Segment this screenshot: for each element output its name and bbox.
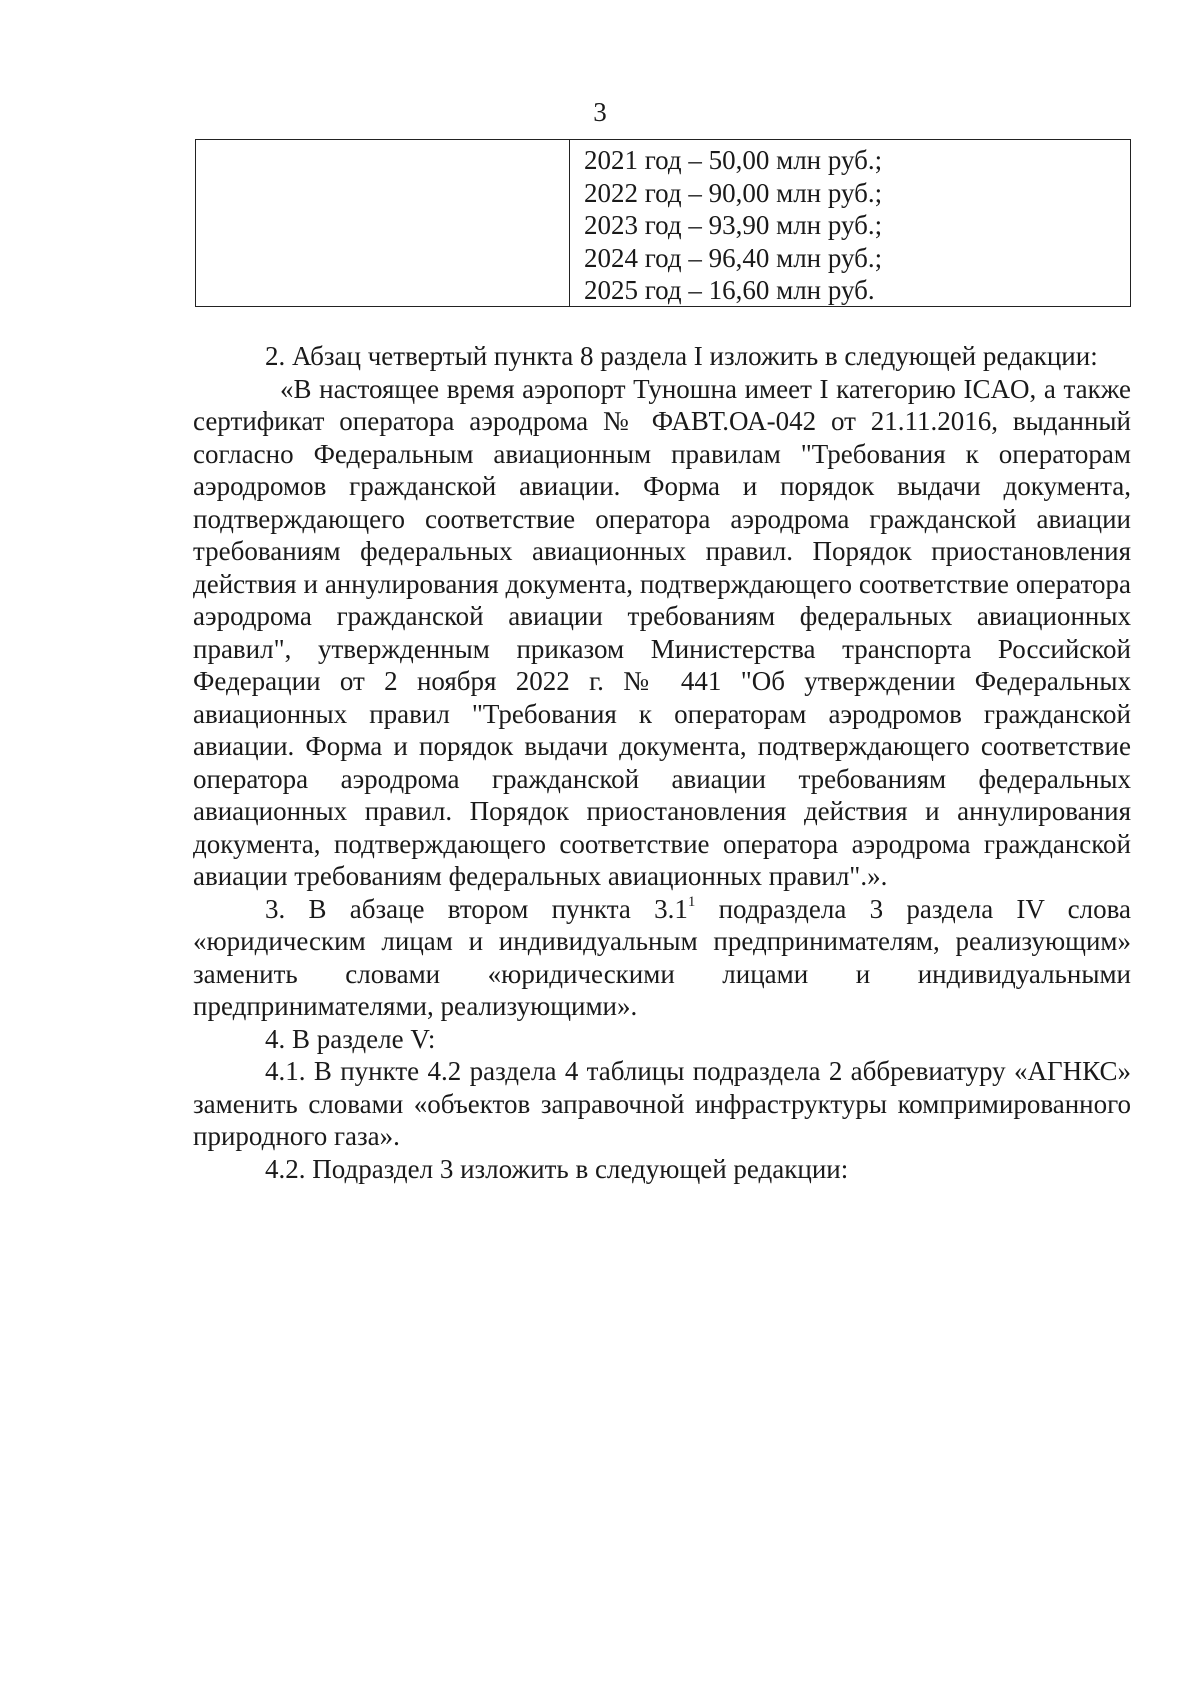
table-row: 2024 год – 96,40 млн руб.; xyxy=(584,242,883,273)
table-row: 2022 год – 90,00 млн руб.; xyxy=(584,177,883,208)
document-body xyxy=(193,340,1131,1185)
paragraph-3-end: подраздела 3 раздела IV слова «юридическим лицам и индивидуальным предпринимателям, реализующим» заменить словами «юридическими лицами и индивидуальными предпринимателями, реализующими». xyxy=(193,893,1131,1021)
paragraph-3 xyxy=(193,893,1131,1023)
table-row: 2021 год – 50,00 млн руб.; xyxy=(584,145,883,175)
paragraph-2-quote: «В настоящее время аэропорт Туношна имеет I категорию ICAO, а также сертификат оператора аэродрома № ФАВТ.ОА-042 от 21.11.2016, выданный согласно Федеральным авиационным правилам "Требования к операторам аэродромов гражданской авиации. Форма и порядок выдачи документа, подтверждающего соответствие оператора аэродрома гражданской авиации требованиям федеральных авиационных правил. Порядок приостановления действия и аннулирования документа, подтверждающего соответствие оператора аэродрома гражданской авиации требованиям федеральных авиационных правил", утвержденным приказом Министерства транспорта Российской Федерации от 2 ноября 2022 г. № 441 "Об утверждении Федеральных авиационных правил "Требования к операторам аэродромов гражданской авиации. Форма и порядок выдачи документа, подтверждающего соответствие оператора аэродрома гражданской авиации требованиям федеральных авиационных правил. Порядок приостановления действия и аннулирования документа, подтверждающего соответствие оператора аэродрома гражданской авиации требованиям федеральных авиационных правил".». xyxy=(193,373,1131,891)
funding-table xyxy=(195,139,1131,307)
page-number: 3 xyxy=(593,97,607,127)
superscript: 1 xyxy=(687,893,696,910)
table-row: 2023 год – 93,90 млн руб.; xyxy=(584,210,883,240)
paragraph-3-start: 3. В абзаце втором пункта 3.1 xyxy=(265,893,688,924)
paragraph-4: 4. В разделе V: xyxy=(265,1023,436,1054)
paragraph-4-1: 4.1. В пункте 4.2 раздела 4 таблицы подраздела 2 аббревиатуру «АГНКС» заменить словами «объектов заправочной инфраструктуры компримированного природного газа». xyxy=(193,1056,1131,1151)
paragraph-2: 2. Абзац четвертый пункта 8 раздела I изложить в следующей редакции: xyxy=(265,341,1098,371)
table-cell-empty xyxy=(196,140,570,306)
paragraph-4-2: 4.2. Подраздел 3 изложить в следующей редакции: xyxy=(265,1153,849,1184)
table-cell-funding xyxy=(570,140,1130,306)
table-row: 2025 год – 16,60 млн руб. xyxy=(584,275,875,305)
